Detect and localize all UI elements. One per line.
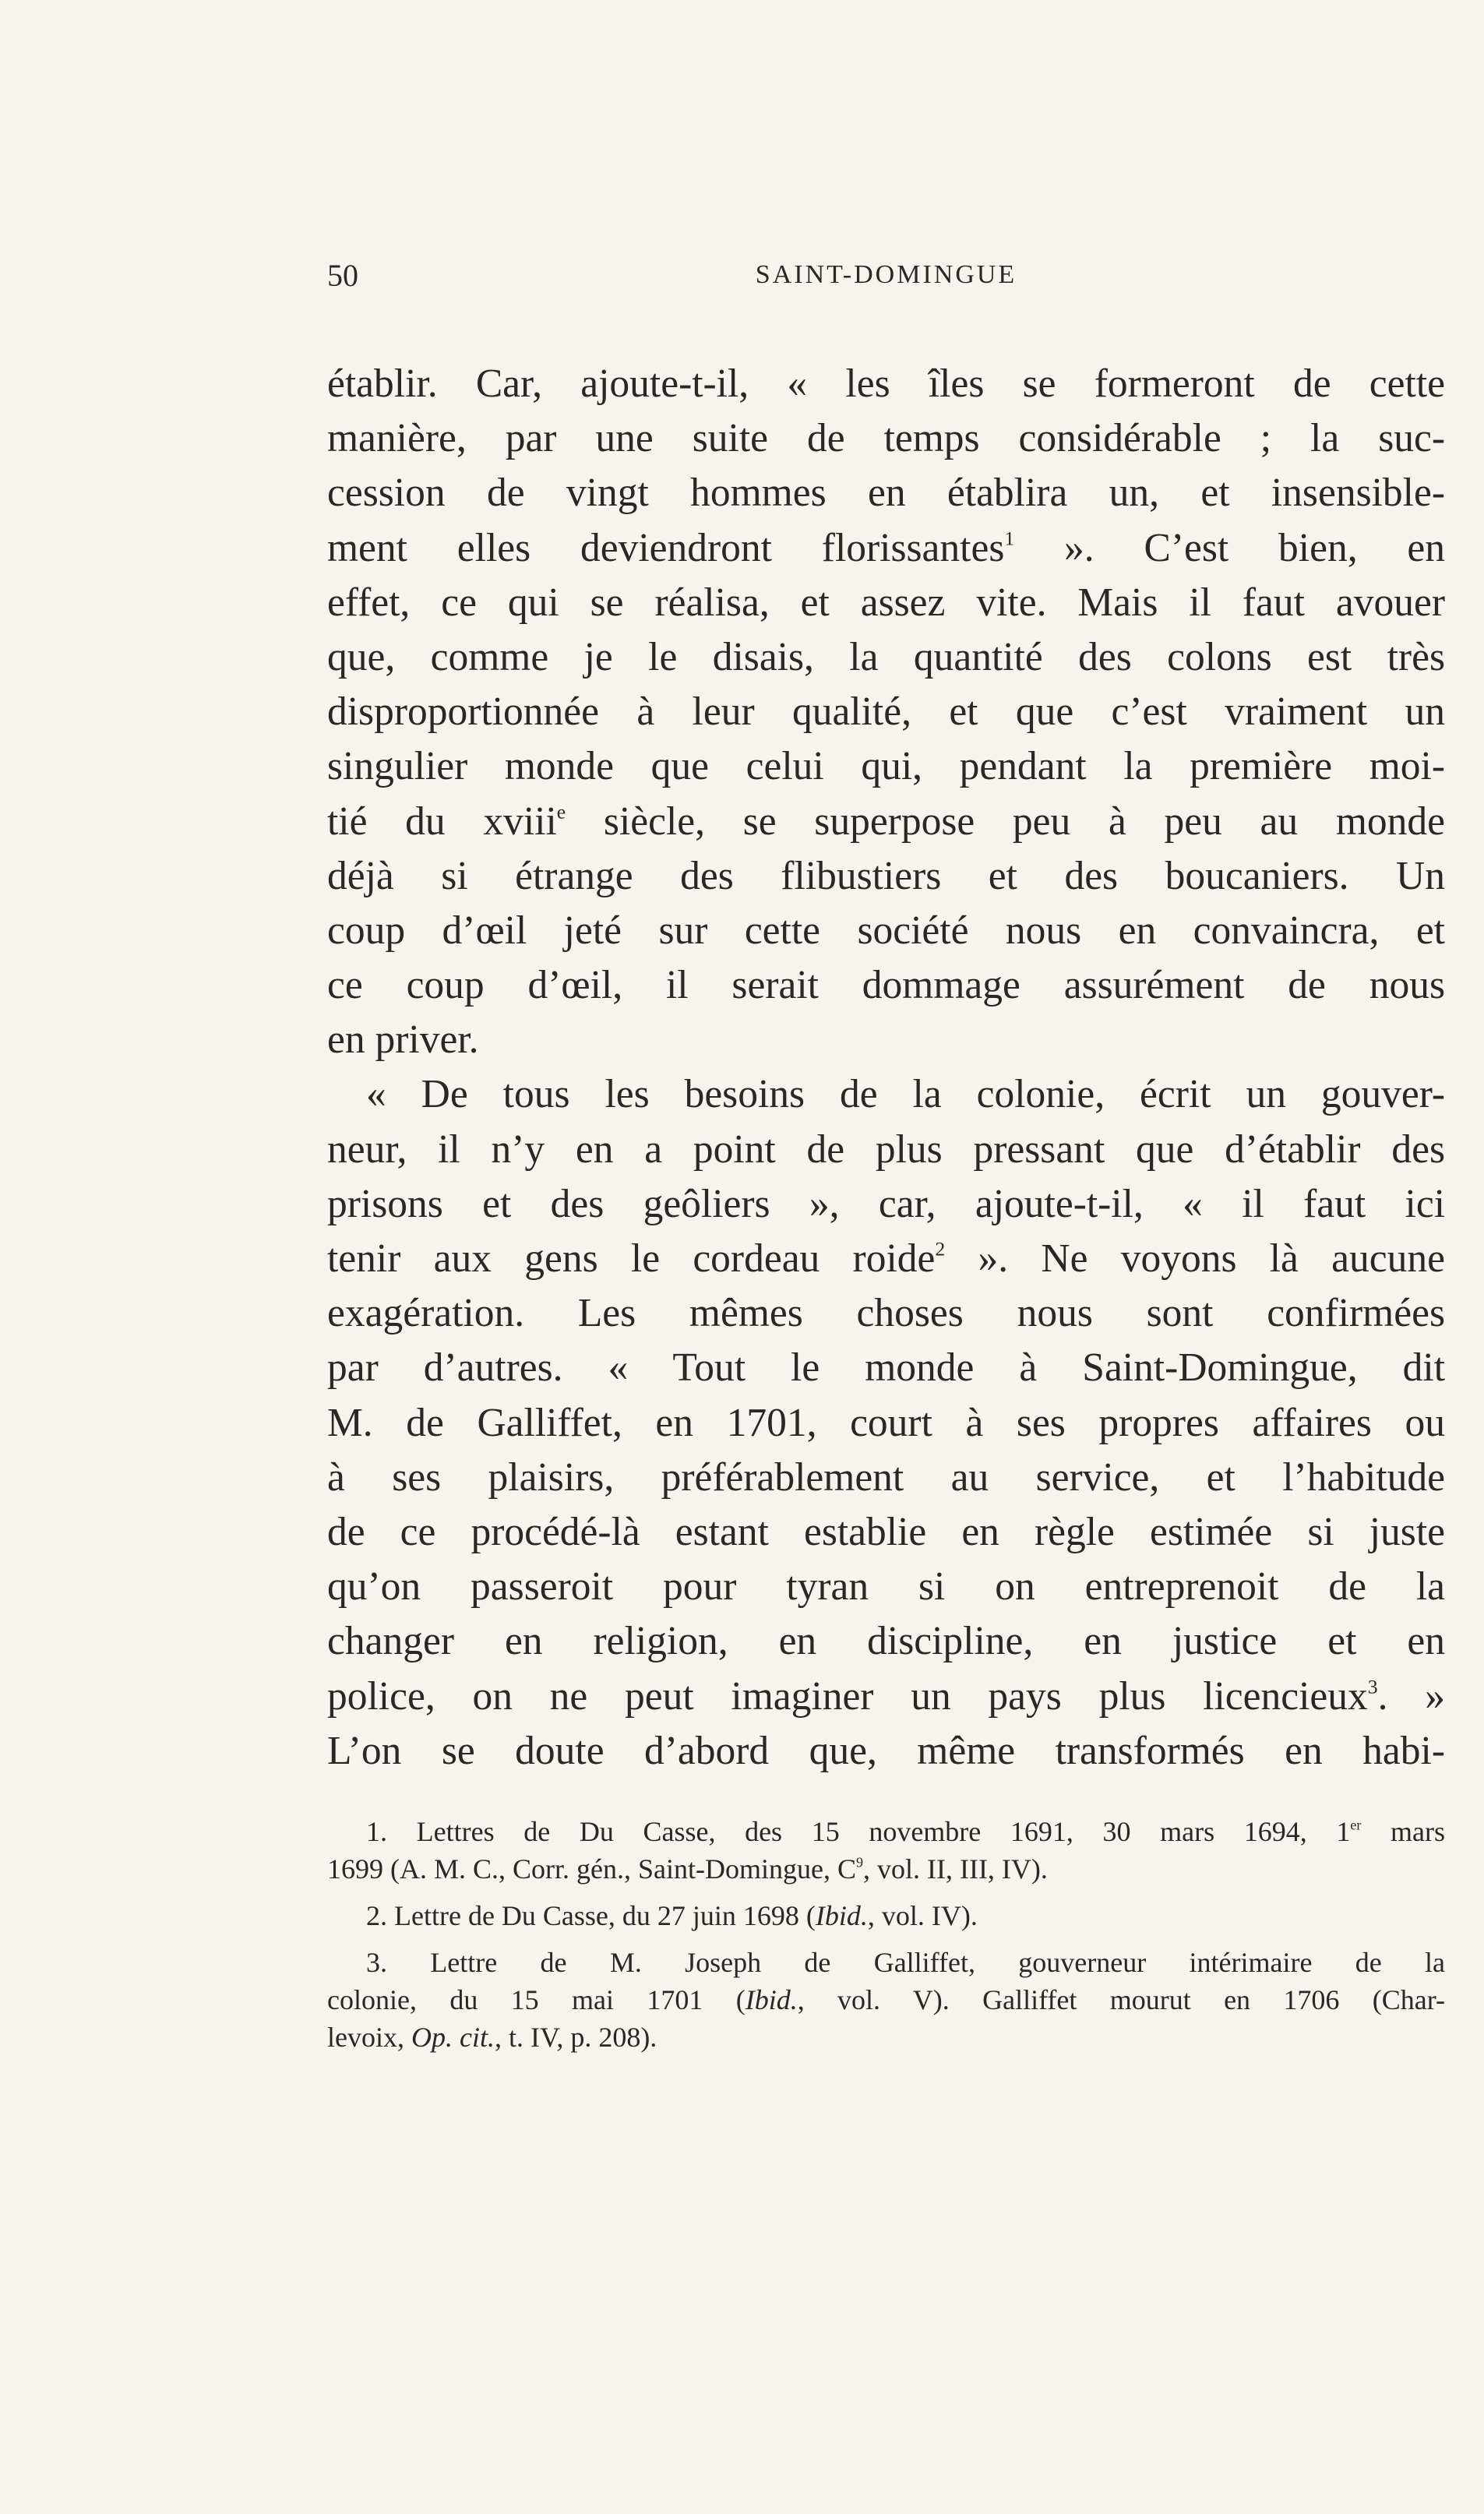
body-line: [327, 466, 1445, 520]
book-page: [327, 257, 1445, 2056]
body-text: en priver.: [327, 1017, 479, 1063]
body-text: qu’on passeroit pour tyran si on entreprenoit de la: [327, 1564, 1445, 1610]
body-text: coup d’œil jeté sur cette société nous en convaincra, et: [327, 908, 1445, 953]
body-line: [327, 357, 1445, 411]
body-line: [327, 958, 1445, 1013]
footnote-text: levoix,: [327, 2021, 411, 2053]
body-text: ce coup d’œil, il serait dommage assurément de nous: [327, 963, 1445, 1008]
body-line: [327, 630, 1445, 685]
body-line: [327, 1067, 1445, 1122]
body-text: exagération. Les mêmes choses nous sont confirmées: [327, 1291, 1445, 1336]
body-line: [327, 576, 1445, 630]
body-text: « De tous les besoins de la colonie, écrit un gouver-: [366, 1072, 1445, 1117]
superscript: e: [556, 799, 566, 823]
body-line: [327, 904, 1445, 958]
body-text: singulier monde que celui qui, pendant la première moi-: [327, 744, 1445, 789]
main-text: [327, 357, 1445, 1779]
footnote-text: , t. IV, p. 208).: [494, 2021, 657, 2053]
page-header: [327, 257, 1445, 304]
body-line: [327, 1123, 1445, 1177]
body-text: établir. Car, ajoute-t-il, « les îles se formeront de cette: [327, 361, 1445, 406]
footnote-text: , vol. V). Galliffet mourut en 1706 (Char-: [797, 1983, 1445, 2015]
italic-text: Ibid.: [745, 1983, 798, 2015]
footnote-text: , vol. II, III, IV).: [862, 1853, 1048, 1885]
body-text: M. de Galliffet, en 1701, court à ses propres affaires ou: [327, 1400, 1445, 1445]
superscript: 9: [855, 1854, 863, 1871]
footnote-text: , vol. IV).: [867, 1899, 978, 1931]
body-line: [327, 795, 1445, 849]
superscript: 3: [1367, 1674, 1378, 1698]
body-text: ». C’est bien, en: [1014, 525, 1445, 570]
body-text: manière, par une suite de temps considérable ; la suc-: [327, 416, 1445, 461]
body-text: L’on se doute d’abord que, même transformés en habi-: [327, 1728, 1445, 1773]
superscript: 2: [935, 1237, 946, 1261]
body-line: [327, 1451, 1445, 1505]
body-text: changer en religion, en discipline, en justice et en: [327, 1619, 1445, 1664]
body-text: disproportionnée à leur qualité, et que c’est vraiment un: [327, 689, 1445, 735]
body-text: à ses plaisirs, préférablement au service, et l’habitude: [327, 1454, 1445, 1500]
body-line: [327, 685, 1445, 739]
body-line: [327, 1505, 1445, 1560]
body-line: [327, 521, 1445, 576]
body-text: siècle, se superpose peu à peu au monde: [566, 799, 1446, 844]
body-text: prisons et des geôliers », car, ajoute-t-il, « il faut ici: [327, 1181, 1445, 1226]
body-line: [327, 739, 1445, 794]
body-text: tenir aux gens le cordeau roide: [327, 1236, 936, 1281]
body-text: cession de vingt hommes en établira un, et insensible-: [327, 471, 1445, 516]
body-line: [327, 1670, 1445, 1724]
body-text: neur, il n’y en a point de plus pressant que d’établir des: [327, 1127, 1445, 1172]
footnotes: [327, 1813, 1445, 2056]
footnote-text: mars: [1361, 1815, 1446, 1847]
italic-text: Ibid.: [815, 1899, 868, 1931]
superscript: 1: [1004, 526, 1015, 549]
running-title: SAINT-DOMINGUE: [755, 260, 1017, 289]
footnote-line: [327, 1897, 1445, 1934]
body-line: [327, 1724, 1445, 1779]
footnote-text: 3. Lettre de M. Joseph de Galliffet, gouverneur intérimaire de la: [366, 1946, 1445, 1978]
body-text: ». Ne voyons là aucune: [945, 1236, 1445, 1281]
body-text: de ce procédé-là estant establie en règle estimée si juste: [327, 1509, 1445, 1554]
body-text: déjà si étrange des flibustiers et des boucaniers. Un: [327, 853, 1445, 898]
footnote-line: [327, 1813, 1445, 1850]
body-text: effet, ce qui se réalisa, et assez vite. Mais il faut avouer: [327, 580, 1445, 625]
body-text: que, comme je le disais, la quantité des colons est très: [327, 634, 1445, 679]
body-text: par d’autres. « Tout le monde à Saint-Domingue, dit: [327, 1345, 1445, 1391]
footnote-line: [327, 1850, 1445, 1888]
body-text: police, on ne peut imaginer un pays plus licencieux: [327, 1673, 1368, 1719]
body-line: [327, 1614, 1445, 1669]
footnote-line: [327, 1944, 1445, 1981]
body-text: . »: [1377, 1673, 1445, 1719]
body-line: [327, 849, 1445, 904]
italic-text: Op. cit.: [411, 2021, 495, 2053]
footnote-text: 1699 (A. M. C., Corr. gén., Saint-Domingue, C: [327, 1853, 856, 1885]
footnote-text: 2. Lettre de Du Casse, du 27 juin 1698 (: [366, 1899, 816, 1931]
body-text: ment elles deviendront florissantes: [327, 525, 1005, 570]
footnote-text: 1. Lettres de Du Casse, des 15 novembre 1691, 30 mars 1694, 1: [366, 1815, 1351, 1847]
body-line: [327, 1560, 1445, 1614]
body-line: [327, 1232, 1445, 1286]
page-number: 50: [327, 258, 358, 293]
footnote-line: [327, 1981, 1445, 2019]
body-line: [327, 1177, 1445, 1232]
footnote-text: colonie, du 15 mai 1701 (: [327, 1983, 746, 2015]
body-line: [327, 1013, 1445, 1067]
superscript: er: [1350, 1817, 1362, 1833]
body-line: [327, 1286, 1445, 1341]
body-line: [327, 1341, 1445, 1395]
body-text: tié du xviii: [327, 799, 557, 844]
footnote-line: [327, 2019, 1445, 2056]
body-line: [327, 411, 1445, 466]
body-line: [327, 1396, 1445, 1451]
